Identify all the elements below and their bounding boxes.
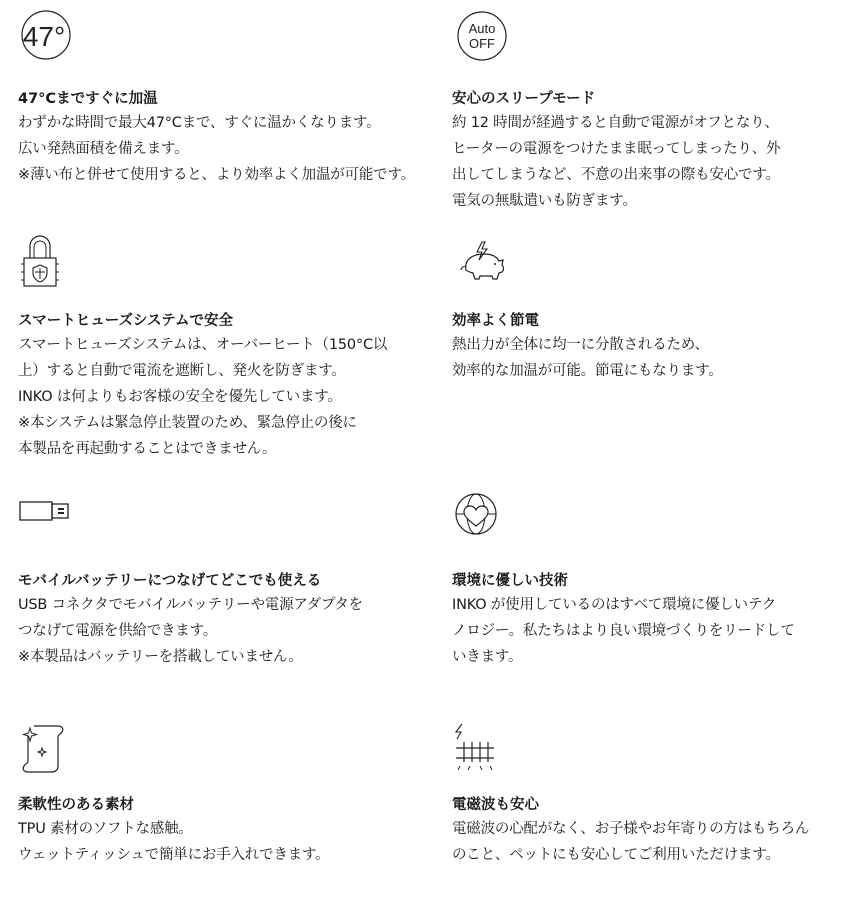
feature-smart-fuse — [18, 230, 438, 462]
feature-title: 電磁波も安心 — [452, 797, 539, 813]
svg-text:OFF: OFF — [469, 36, 495, 51]
feature-description: 約 12 時間が経過すると自動で電源がオフとなり、 ヒーターの電源をつけたまま眠ってしまったり、外 出してしまうなど、不意の出来事の際も安心です。 電気の無駄遣いも防ぎます。 — [452, 115, 781, 209]
feature-description: わずかな時間で最大47°Cまで、すぐに温かくなります。 広い発熱面積を備えます。 ※薄い布と併せて使用すると、より効率よく加温が可能です。 — [18, 115, 415, 183]
feature-fast-heating — [18, 8, 438, 188]
feature-title: 柔軟性のある素材 — [18, 797, 134, 813]
usb-plug-icon — [18, 490, 438, 552]
temperature-47-icon — [18, 8, 438, 70]
auto-off-icon — [452, 8, 860, 70]
feature-description: TPU 素材のソフトな感触。 ウェットティッシュで簡単にお手入れできます。 — [18, 821, 330, 863]
feature-title: 安心のスリープモード — [452, 91, 596, 107]
padlock-shield-icon — [18, 230, 438, 292]
svg-text:Auto: Auto — [468, 21, 496, 36]
feature-em-wave-safe — [452, 718, 860, 868]
feature-eco-technology — [452, 490, 860, 670]
feature-sleep-mode — [452, 8, 860, 214]
feature-title: スマートヒューズシステムで安全 — [18, 313, 234, 329]
feature-title: 効率よく節電 — [452, 313, 539, 329]
feature-title: モバイルバッテリーにつなげてどこでも使える — [18, 573, 322, 589]
feature-title: 環境に優しい技術 — [452, 573, 568, 589]
piggy-bank-lightning-icon — [452, 230, 860, 292]
feature-description: 熱出力が全体に均一に分散されるため、 効率的な加温が可能。節電にもなります。 — [452, 337, 723, 379]
feature-description: 電磁波の心配がなく、お子様やお年寄りの方はもちろん のこと、ペットにも安心してご利用いただけます。 — [452, 821, 810, 863]
globe-heart-icon — [452, 490, 860, 552]
electromagnetic-shield-icon — [452, 718, 860, 780]
feature-mobile-battery — [18, 490, 438, 670]
feature-description: スマートヒューズシステムは、オーバーヒート（150°C以 上）すると自動で電流を遮断し、発火を防ぎます。 INKO は何よりもお客様の安全を優先しています。 ※本システムは緊急停止装置のため、緊急停止の後に 本製品を再起動することはできません。 — [18, 337, 388, 457]
soft-material-sparkle-icon — [18, 718, 438, 780]
feature-flexible-material — [18, 718, 438, 868]
svg-text:47°: 47° — [22, 21, 66, 52]
feature-description: USB コネクタでモバイルバッテリーや電源アダプタを つなげて電源を供給できます。 ※本製品はバッテリーを搭載していません。 — [18, 597, 363, 665]
feature-title: 47°Cまですぐに加温 — [18, 91, 158, 107]
feature-description: INKO が使用しているのはすべて環境に優しいテク ノロジー。私たちはより良い環境づくりをリードして いきます。 — [452, 597, 795, 665]
feature-power-saving — [452, 230, 860, 384]
